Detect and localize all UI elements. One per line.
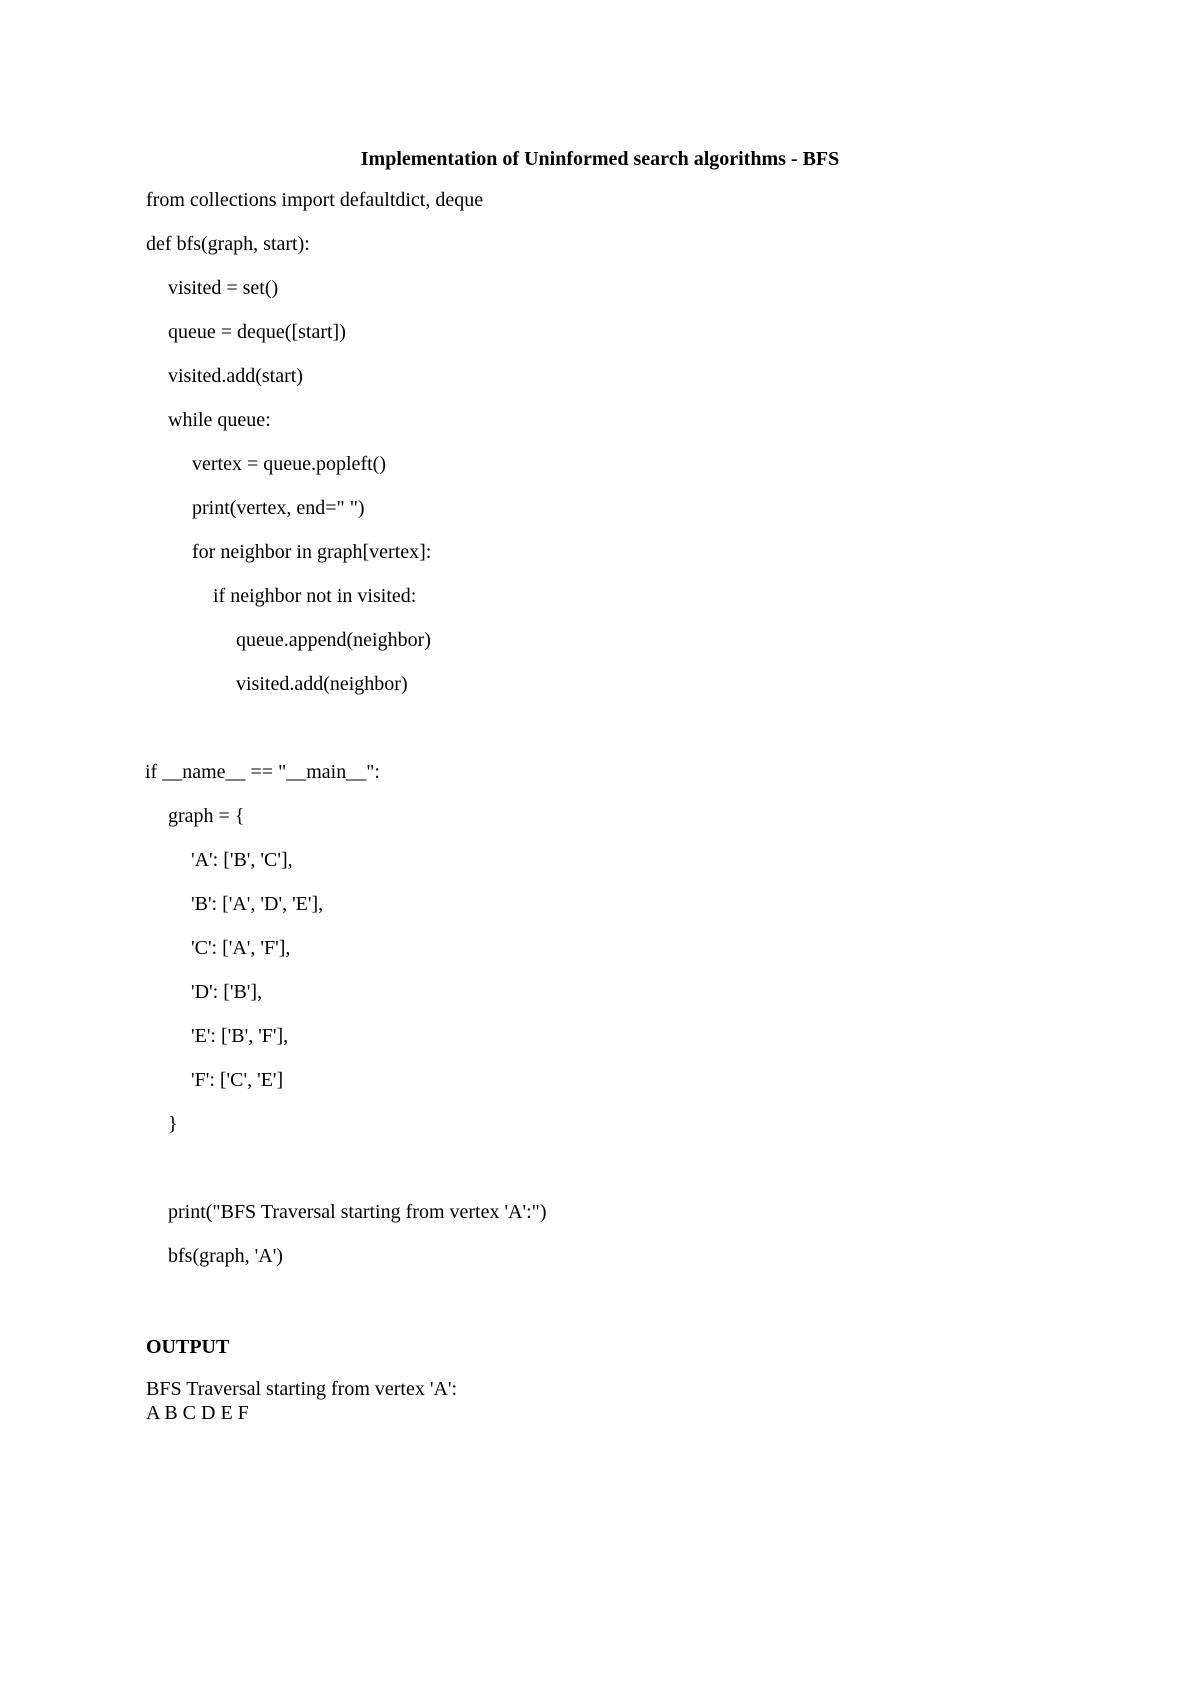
code-line: } bbox=[168, 1113, 178, 1135]
code-line: 'F': ['C', 'E'] bbox=[191, 1069, 284, 1091]
code-line: 'D': ['B'], bbox=[191, 981, 263, 1003]
code-line: for neighbor in graph[vertex]: bbox=[192, 541, 432, 563]
code-line: print("BFS Traversal starting from vertex 'A':") bbox=[168, 1201, 547, 1223]
code-line: 'E': ['B', 'F'], bbox=[191, 1025, 289, 1047]
code-line: print(vertex, end=" ") bbox=[192, 497, 365, 519]
code-line: graph = { bbox=[168, 805, 245, 827]
code-line: while queue: bbox=[168, 409, 271, 431]
code-line: bfs(graph, 'A') bbox=[168, 1245, 283, 1267]
code-line: queue = deque([start]) bbox=[168, 321, 346, 343]
code-line: if __name__ == "__main__": bbox=[145, 761, 380, 783]
code-line: def bfs(graph, start): bbox=[146, 233, 310, 255]
code-line: from collections import defaultdict, deque bbox=[146, 189, 484, 211]
code-line: if neighbor not in visited: bbox=[213, 585, 417, 607]
output-line: A B C D E F bbox=[146, 1402, 249, 1424]
document-title: Implementation of Uninformed search algorithms - BFS bbox=[360, 148, 840, 170]
code-line: 'A': ['B', 'C'], bbox=[191, 849, 293, 871]
code-line: queue.append(neighbor) bbox=[236, 629, 431, 651]
code-line: vertex = queue.popleft() bbox=[192, 453, 386, 475]
output-line: BFS Traversal starting from vertex 'A': bbox=[146, 1378, 458, 1400]
output-block bbox=[146, 1377, 457, 1425]
code-line: visited.add(neighbor) bbox=[236, 673, 408, 695]
output-heading: OUTPUT bbox=[146, 1336, 230, 1358]
code-line: visited.add(start) bbox=[168, 365, 303, 387]
code-line: visited = set() bbox=[168, 277, 279, 299]
code-line: 'B': ['A', 'D', 'E'], bbox=[191, 893, 324, 915]
code-line: 'C': ['A', 'F'], bbox=[191, 937, 291, 959]
